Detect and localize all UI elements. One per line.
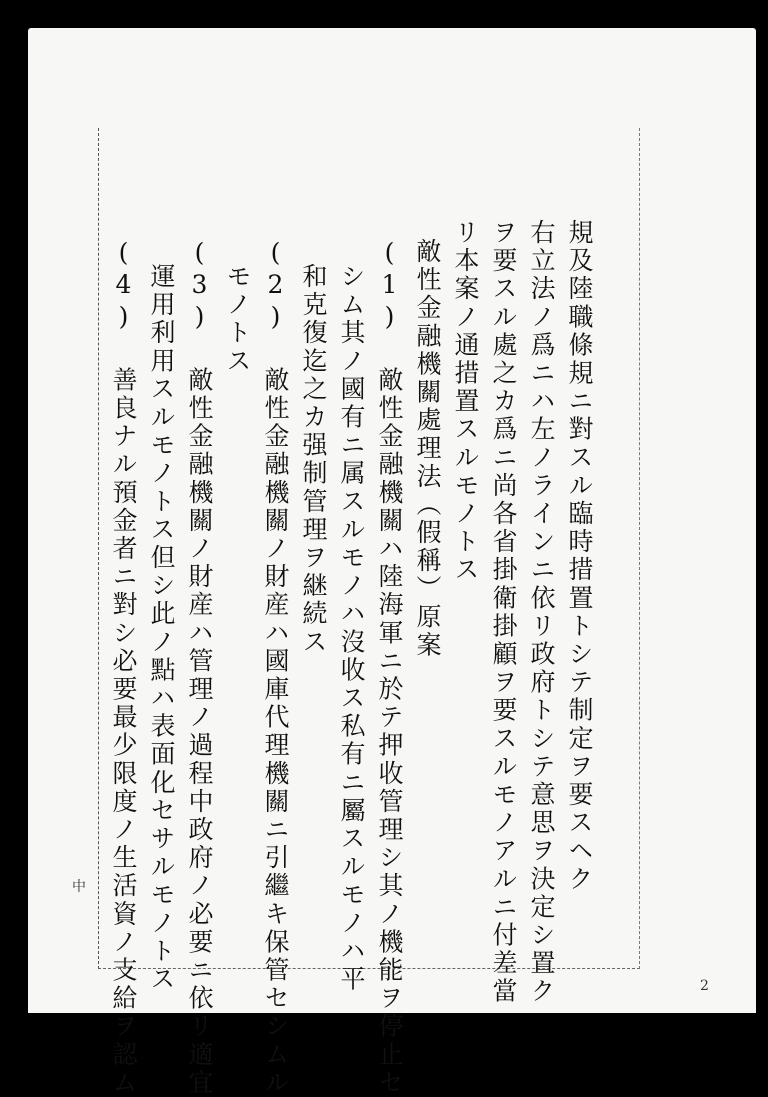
- text-column-1: 規及陸職條規ニ對スル臨時措置トシテ制定ヲ要スヘク: [565, 219, 594, 894]
- text-column-8: 和克復迄之カ强制管理ヲ継続ス: [299, 263, 328, 657]
- text-column-5: 敵性金融機關處理法（假稱）原案: [413, 238, 442, 660]
- text-column-6: (1) 敵性金融機關ハ陸海軍ニ於テ押收管理シ其ノ機能ヲ停止セ: [375, 238, 404, 1097]
- text-column-13: (4) 善良ナル預金者ニ對シ必要最少限度ノ生活資ノ支給ヲ認ム: [109, 238, 138, 1097]
- text-column-3: ヲ要スル處之カ爲ニ尚各省掛衛掛顧ヲ要スルモノアルニ付差當: [489, 219, 518, 1006]
- page-mark: 2: [700, 978, 709, 994]
- text-column-10: モノトス: [223, 263, 252, 376]
- document-page: [28, 28, 756, 1097]
- text-column-12: 運用利用スルモノトス但シ此ノ點ハ表面化セサルモノトス: [147, 263, 176, 994]
- margin-mark: 中: [72, 879, 86, 895]
- text-column-11: (3) 敵性金融機關ノ財産ハ管理ノ過程中政府ノ必要ニ依リ適宜: [185, 238, 214, 1097]
- text-column-2: 右立法ノ爲ニハ左ノラインニ依リ政府トシテ意思ヲ決定シ置ク: [527, 219, 556, 1006]
- text-column-7: シム其ノ國有ニ属スルモノハ沒收ス私有ニ屬スルモノハ平: [337, 263, 366, 994]
- text-frame: [98, 128, 640, 969]
- text-column-9: (2) 敵性金融機關ノ財産ハ國庫代理機關ニ引繼キ保管セシムル: [261, 238, 290, 1097]
- text-column-4: リ本案ノ通措置スルモノトス: [451, 219, 480, 585]
